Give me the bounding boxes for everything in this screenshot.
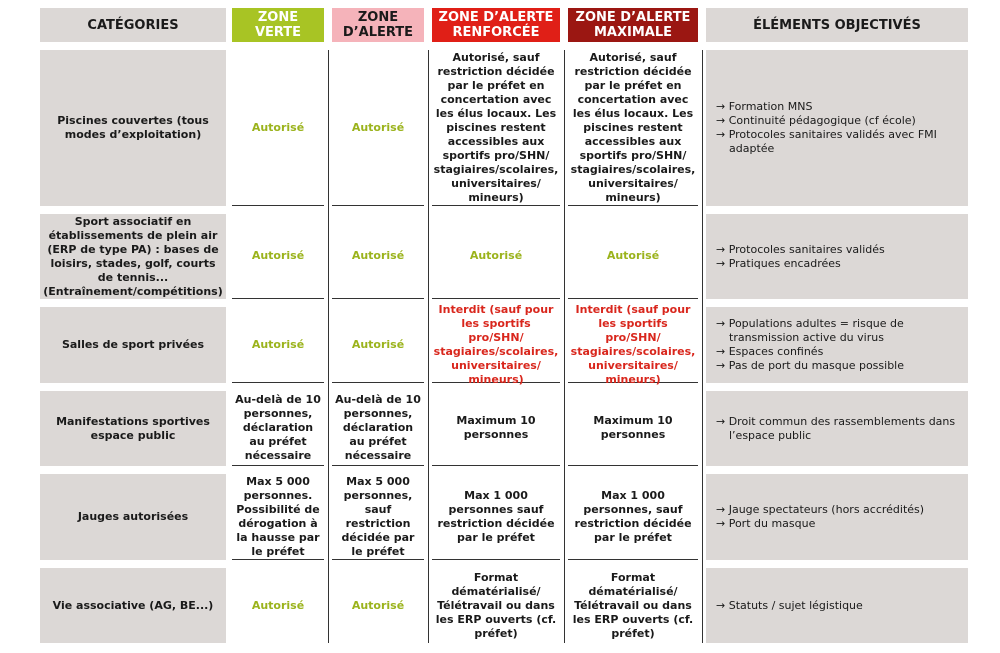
cell-zone-maximale: Max 1 000 personnes, sauf restriction décidée par le préfet xyxy=(568,474,698,560)
objective-item: → Protocoles sanitaires validés xyxy=(716,242,885,256)
header-categories: CATÉGORIES xyxy=(40,8,226,42)
row-category: Piscines couvertes (tous modes d’exploitation) xyxy=(40,50,226,206)
row-elements-objectives xyxy=(706,307,968,383)
header-zone-alerte: ZONE D’ALERTE xyxy=(332,8,424,42)
cell-zone-maximale: Interdit (sauf pour les sportifs pro/SHN/ stagiaires/scolaires, universitaires/ mineurs) xyxy=(568,307,698,383)
header-zone-alerte-maximale: ZONE D’ALERTE MAXIMALE xyxy=(568,8,698,42)
objective-item: → Statuts / sujet légistique xyxy=(716,598,863,612)
row-category: Manifestations sportives espace public xyxy=(40,391,226,466)
cell-zone-verte: Autorisé xyxy=(251,598,305,612)
objective-item: → Populations adultes = risque de transmission active du virus xyxy=(716,317,904,344)
column-separator xyxy=(698,50,706,643)
cell-zone-maximale: Format dématérialisé/ Télétravail ou dans les ERP ouverts (cf. préfet) xyxy=(572,570,694,640)
cell-zone-renforcee: Maximum 10 personnes xyxy=(432,391,560,466)
cell-zone-renforcee: Format dématérialisé/ Télétravail ou dans les ERP ouverts (cf. préfet) xyxy=(435,570,557,640)
objective-item: → Continuité pédagogique (cf école) xyxy=(716,114,916,127)
row-elements-objectives xyxy=(706,568,968,643)
cell-zone-maximale: Autorisé, sauf restriction décidée par le préfet en concertation avec les élus locaux. Les piscines restent accessibles aux sportifs pro/SHN/ stagiaires/scolaires, universitaires/ mineurs) xyxy=(568,50,698,206)
cell-zone-alerte: Autorisé xyxy=(332,214,424,299)
row-category: Sport associatif en établissements de plein air (ERP de type PA) : bases de loisirs, stades, golf, courts de tennis... (Entraînement/compétitions) xyxy=(40,214,226,299)
column-separator xyxy=(324,50,332,643)
row-elements-objectives xyxy=(706,391,968,466)
column-separator xyxy=(424,50,432,643)
cell-zone-verte: Autorisé xyxy=(232,214,324,299)
objective-item: → Protocoles sanitaires validés avec FMI adaptée xyxy=(716,128,937,155)
row-category: Vie associative (AG, BE...) xyxy=(40,568,226,643)
header-zone-alerte-renforcee: ZONE D’ALERTE RENFORCÉE xyxy=(432,8,560,42)
cell-zone-alerte: Autorisé xyxy=(351,598,405,612)
objective-item: → Espaces confinés xyxy=(716,345,824,358)
cell-zone-verte: Au-delà de 10 personnes, déclaration au préfet nécessaire xyxy=(232,391,324,466)
cell-zone-maximale: Autorisé xyxy=(568,214,698,299)
row-category: Jauges autorisées xyxy=(40,474,226,560)
cell-zone-renforcee: Max 1 000 personnes sauf restriction décidée par le préfet xyxy=(432,474,560,560)
row-elements-objectives xyxy=(706,214,968,299)
cell-zone-renforcee: Autorisé, sauf restriction décidée par le préfet en concertation avec les élus locaux. Les piscines restent accessibles aux sportifs pro/SHN/ stagiaires/scolaires, universitaires/ mineurs) xyxy=(432,50,560,206)
cell-zone-maximale: Maximum 10 personnes xyxy=(568,391,698,466)
cell-zone-renforcee: Autorisé xyxy=(432,214,560,299)
cell-zone-alerte: Autorisé xyxy=(332,50,424,206)
row-category: Salles de sport privées xyxy=(40,307,226,383)
cell-zone-verte: Max 5 000 personnes. Possibilité de dérogation à la hausse par le préfet xyxy=(232,474,324,560)
objective-item: → Port du masque xyxy=(716,517,816,530)
zones-table xyxy=(40,8,968,638)
cell-zone-renforcee: Interdit (sauf pour les sportifs pro/SHN/ stagiaires/scolaires, universitaires/ mineurs) xyxy=(433,302,559,386)
cell-zone-verte: Autorisé xyxy=(232,307,324,383)
objective-item: → Formation MNS xyxy=(716,100,813,113)
row-elements-objectives xyxy=(706,50,968,206)
objective-item: → Pas de port du masque possible xyxy=(716,359,905,372)
cell-zone-alerte: Max 5 000 personnes, sauf restriction décidée par le préfet xyxy=(332,474,424,560)
header-elements-objectives: ÉLÉMENTS OBJECTIVÉS xyxy=(706,8,968,42)
row-elements-objectives xyxy=(706,474,968,560)
objective-item: → Jauge spectateurs (hors accrédités) xyxy=(716,503,925,516)
cell-zone-verte: Autorisé xyxy=(232,50,324,206)
cell-zone-alerte: Au-delà de 10 personnes, déclaration au préfet nécessaire xyxy=(332,391,424,466)
header-zone-verte: ZONE VERTE xyxy=(232,8,324,42)
objective-item: → Droit commun des rassemblements dans l’espace public xyxy=(716,414,956,442)
objective-item: → Pratiques encadrées xyxy=(716,256,841,270)
cell-zone-alerte: Autorisé xyxy=(332,307,424,383)
column-separator xyxy=(560,50,568,643)
